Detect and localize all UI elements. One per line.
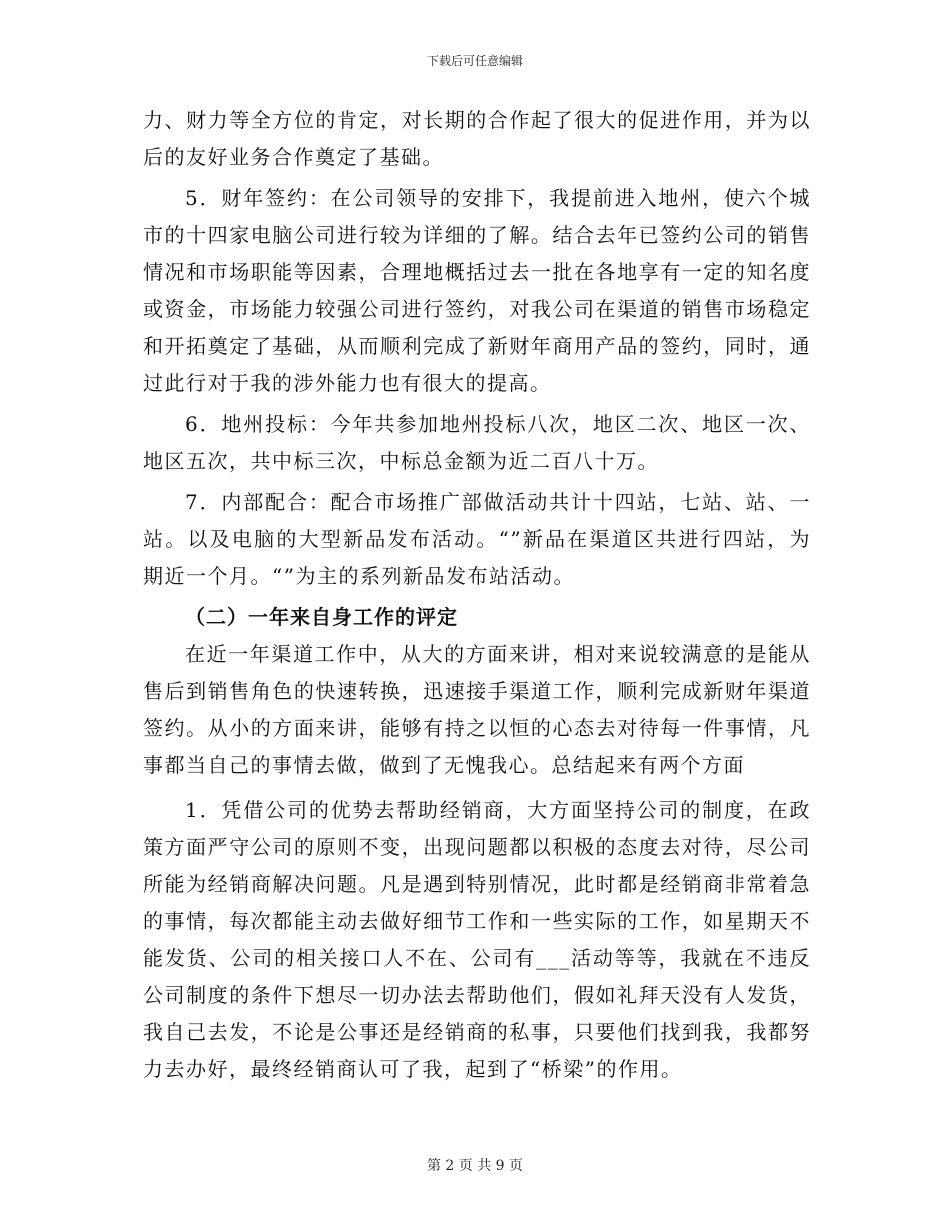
- list-item-bidding: 6．地州投标：今年共参加地州投标八次，地区二次、地区一次、地区五次，共中标三次，中标总金额为近二百八十万。: [143, 412, 811, 473]
- page-number: 第 2 页 共 9 页: [426, 1158, 524, 1174]
- document-body: [143, 102, 811, 1088]
- list-item-annual-signing: 5．财年签约：在公司领导的安排下，我提前进入地州，使六个城市的十四家电脑公司进行较为详细的了解。结合去年已签约公司的销售情况和市场职能等因素，合理地概括过去一批在各地享有一定的知名度或资金，市场能力较强公司进行签约，对我公司在渠道的销售市场稳定和开拓奠定了基础，从而顺利完成了新财年商用产品的签约，同时，通过此行对于我的涉外能力也有很大的提高。: [143, 186, 811, 395]
- list-item-internal-cooperation: 7．内部配合：配合市场推广部做活动共计十四站，七站、站、一站。以及电脑的大型新品发布活动。“”新品在渠道区共进行四站，为期近一个月。“”为主的系列新品发布站活动。: [143, 490, 811, 588]
- section-heading: （二）一年来自身工作的评定: [185, 605, 458, 629]
- page-header-note: 下载后可任意编辑: [426, 54, 523, 68]
- paragraph-evaluation: 在近一年渠道工作中，从大的方面来讲，相对来说较满意的是能从售后到销售角色的快速转换，迅速接手渠道工作，顺利完成新财年渠道签约。从小的方面来讲，能够有持之以恒的心态去对待每一件事情，凡事都当自己的事情去做，做到了无愧我心。总结起来有两个方面: [143, 642, 811, 777]
- paragraph-continuation: 力、财力等全方位的肯定，对长期的合作起了很大的促进作用，并为以后的友好业务合作奠定了基础。: [143, 108, 811, 169]
- list-item-support-dealers: 1．凭借公司的优势去帮助经销商，大方面坚持公司的制度，在政策方面严守公司的原则不变，出现问题都以积极的态度去对待，尽公司所能为经销商解决问题。凡是遇到特别情况，此时都是经销商非常着急的事情，每次都能主动去做好细节工作和一些实际的工作，如星期天不能发货、公司的相关接口人不在、公司有___活动等等，我就在不违反公司制度的条件下想尽一切办法去帮助他们，假如礼拜天没有人发货，我自己去发，不论是公事还是经销商的私事，只要他们找到我，我都努力去办好，最终经销商认可了我，起到了“桥梁”的作用。: [143, 798, 811, 1081]
